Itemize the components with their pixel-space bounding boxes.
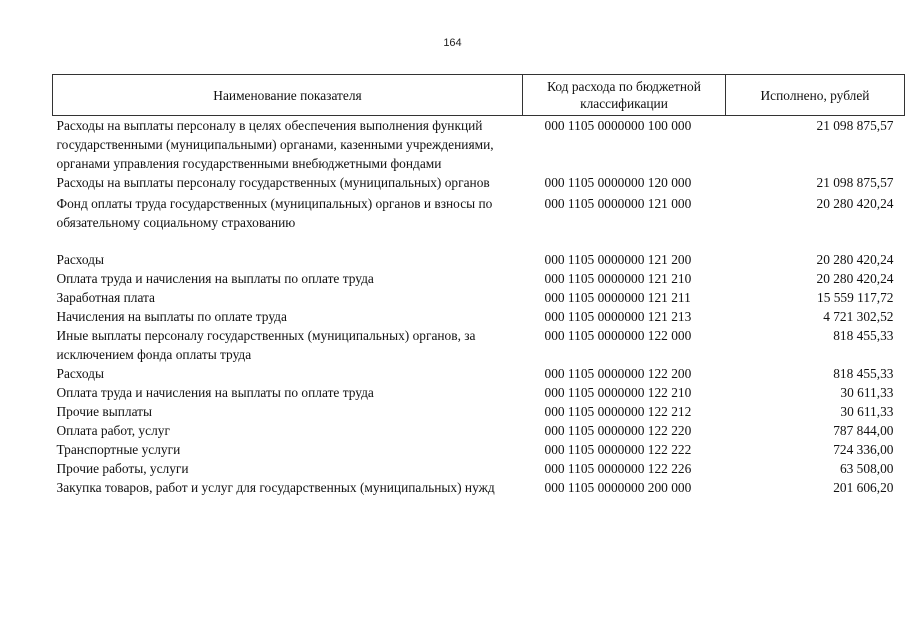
row-amount: 21 098 875,57 [816, 175, 894, 190]
row-amount: 818 455,33 [833, 328, 894, 343]
table-header [53, 75, 905, 116]
table-row [53, 116, 905, 174]
table-body [53, 116, 905, 498]
row-name: Расходы [56, 366, 104, 381]
row-amount: 201 606,20 [833, 480, 894, 495]
row-code: 000 1105 0000000 122 000 [544, 328, 692, 343]
row-code: 000 1105 0000000 121 000 [544, 196, 692, 211]
row-name: Закупка товаров, работ и услуг для государственных (муниципальных) нужд [56, 480, 495, 495]
row-amount: 4 721 302,52 [823, 309, 894, 324]
row-code: 000 1105 0000000 100 000 [544, 118, 692, 133]
table-row [53, 326, 905, 364]
row-name: Начисления на выплаты по оплате труда [56, 309, 287, 324]
table-row [53, 288, 905, 307]
row-name: Оплата работ, услуг [56, 423, 170, 438]
table-row [53, 250, 905, 269]
row-amount: 63 508,00 [839, 461, 894, 476]
row-name: Расходы [56, 252, 104, 267]
row-name: Прочие работы, услуги [56, 461, 189, 476]
table-row [53, 383, 905, 402]
row-code: 000 1105 0000000 121 210 [544, 271, 692, 286]
row-amount: 30 611,33 [840, 404, 894, 419]
table-row [53, 402, 905, 421]
table-row [53, 459, 905, 478]
column-header-code: Код расхода по бюджетной классификации [523, 75, 726, 116]
row-name: Оплата труда и начисления на выплаты по оплате труда [56, 385, 374, 400]
table-row [53, 421, 905, 440]
row-amount: 818 455,33 [833, 366, 894, 381]
row-name: Расходы на выплаты персоналу в целях обеспечения выполнения функций государственными (муниципальными) органами, казенными учреждениями, органами управления государственными внебюджетными фондами [56, 118, 494, 171]
row-code: 000 1105 0000000 122 212 [544, 404, 692, 419]
column-header-name: Наименование показателя [53, 75, 523, 116]
table-row [53, 478, 905, 497]
row-name: Транспортные услуги [56, 442, 181, 457]
table-row [53, 194, 905, 250]
row-code: 000 1105 0000000 122 220 [544, 423, 692, 438]
row-code: 000 1105 0000000 120 000 [544, 175, 692, 190]
page-number: 164 [443, 37, 462, 49]
row-amount: 15 559 117,72 [817, 290, 894, 305]
header-row [53, 75, 905, 116]
row-code: 000 1105 0000000 122 226 [544, 461, 692, 476]
row-amount: 20 280 420,24 [816, 252, 894, 267]
row-code: 000 1105 0000000 122 200 [544, 366, 692, 381]
row-amount: 20 280 420,24 [816, 196, 894, 211]
table-row [53, 307, 905, 326]
table-row [53, 269, 905, 288]
row-name: Фонд оплаты труда государственных (муниципальных) органов и взносы по обязательному социальному страхованию [56, 196, 493, 230]
row-name: Заработная плата [56, 290, 155, 305]
row-code: 000 1105 0000000 122 222 [544, 442, 692, 457]
table-row [53, 173, 905, 194]
row-name: Расходы на выплаты персоналу государственных (муниципальных) органов [56, 175, 490, 190]
table-row [53, 440, 905, 459]
row-code: 000 1105 0000000 121 200 [544, 252, 692, 267]
row-name: Прочие выплаты [56, 404, 153, 419]
expenditure-table [52, 74, 905, 497]
row-name: Оплата труда и начисления на выплаты по оплате труда [56, 271, 374, 286]
row-amount: 20 280 420,24 [816, 271, 894, 286]
column-header-amount: Исполнено, рублей [726, 75, 905, 116]
row-code: 000 1105 0000000 122 210 [544, 385, 692, 400]
row-code: 000 1105 0000000 121 211 [544, 290, 691, 305]
row-amount: 21 098 875,57 [816, 118, 894, 133]
row-amount: 787 844,00 [833, 423, 894, 438]
row-code: 000 1105 0000000 121 213 [544, 309, 692, 324]
row-name: Иные выплаты персоналу государственных (муниципальных) органов, за исключением фонда оплаты труда [56, 328, 476, 362]
table-row [53, 364, 905, 383]
row-amount: 30 611,33 [840, 385, 894, 400]
row-code: 000 1105 0000000 200 000 [544, 480, 692, 495]
row-amount: 724 336,00 [833, 442, 894, 457]
